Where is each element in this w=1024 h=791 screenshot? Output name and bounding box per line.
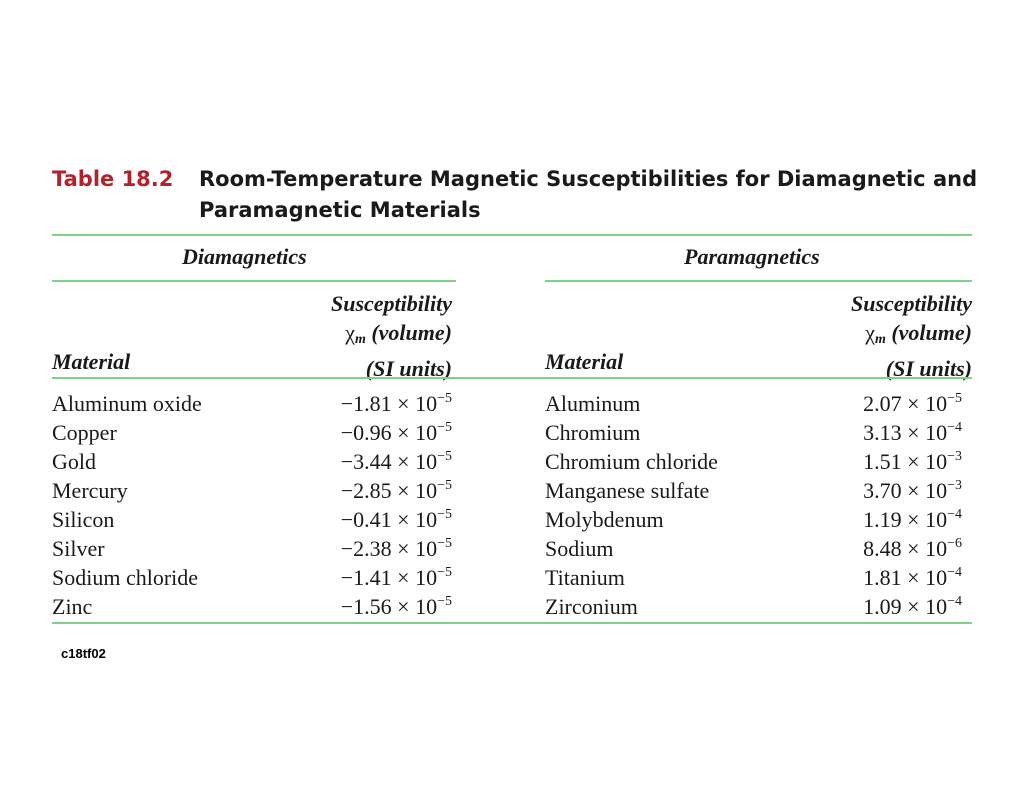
susceptibility-cell xyxy=(800,389,962,418)
susceptibility-exponent: −4 xyxy=(947,420,962,435)
susceptibility-exponent: −5 xyxy=(437,594,452,609)
diamagnetics-header-rule xyxy=(52,280,456,282)
chi-symbol: χ xyxy=(865,320,875,345)
susceptibility-header-line1: Susceptibility xyxy=(331,291,452,316)
figure-caption: c18tf02 xyxy=(61,646,106,661)
susceptibility-exponent: −5 xyxy=(437,507,452,522)
susceptibility-mantissa: −1.41 × 10 xyxy=(340,565,438,590)
chi-subscript: m xyxy=(354,332,366,347)
top-rule xyxy=(52,234,972,236)
material-cell: Sodium chloride xyxy=(52,565,199,590)
susceptibility-cell xyxy=(800,534,962,563)
diamagnetics-susceptibility-header xyxy=(290,289,452,383)
susceptibility-mantissa: 1.09 × 10 xyxy=(863,594,948,619)
susceptibility-exponent: −5 xyxy=(437,449,452,464)
diamagnetics-heading: Diamagnetics xyxy=(182,244,307,269)
susceptibility-mantissa: −1.81 × 10 xyxy=(340,391,438,416)
susceptibility-cell xyxy=(800,563,962,592)
susceptibility-cell xyxy=(290,476,452,505)
susceptibility-mantissa: 8.48 × 10 xyxy=(863,536,948,561)
susceptibility-exponent: −4 xyxy=(947,594,962,609)
susceptibility-cell xyxy=(800,418,962,447)
material-cell: Manganese sulfate xyxy=(545,478,710,503)
susceptibility-exponent: −3 xyxy=(947,478,962,493)
susceptibility-exponent: −4 xyxy=(947,507,962,522)
susceptibility-mantissa: −2.38 × 10 xyxy=(340,536,438,561)
material-cell: Chromium chloride xyxy=(545,449,718,474)
chi-subscript: m xyxy=(874,332,886,347)
susceptibility-exponent: −5 xyxy=(947,391,962,406)
susceptibility-exponent: −5 xyxy=(437,478,452,493)
diamagnetics-material-header: Material xyxy=(52,349,131,374)
susceptibility-header-line2 xyxy=(290,318,452,354)
volume-label: (volume) xyxy=(371,320,452,345)
susceptibility-cell xyxy=(800,476,962,505)
susceptibility-exponent: −5 xyxy=(437,391,452,406)
susceptibility-mantissa: 2.07 × 10 xyxy=(863,391,948,416)
susceptibility-cell xyxy=(290,534,452,563)
chi-symbol: χ xyxy=(345,320,355,345)
paramagnetics-susceptibility-header xyxy=(800,289,972,383)
susceptibility-cell xyxy=(290,592,452,621)
susceptibility-exponent: −5 xyxy=(437,565,452,580)
susceptibility-mantissa: 3.13 × 10 xyxy=(863,420,948,445)
susceptibility-header-line3: (SI units) xyxy=(365,356,452,381)
table-label: Table 18.2 xyxy=(52,167,174,191)
material-cell: Molybdenum xyxy=(545,507,664,532)
material-cell: Aluminum xyxy=(545,391,641,416)
material-cell: Silver xyxy=(52,536,105,561)
susceptibility-exponent: −5 xyxy=(437,420,452,435)
material-cell: Titanium xyxy=(545,565,625,590)
material-cell: Gold xyxy=(52,449,96,474)
susceptibility-cell xyxy=(290,389,452,418)
susceptibility-cell xyxy=(290,418,452,447)
susceptibility-mantissa: −2.85 × 10 xyxy=(340,478,438,503)
material-cell: Zinc xyxy=(52,594,93,619)
susceptibility-cell xyxy=(800,447,962,476)
material-cell: Aluminum oxide xyxy=(52,391,202,416)
table-title: Room-Temperature Magnetic Susceptibilities for Diamagnetic and Paramagnetic Materials xyxy=(199,167,978,222)
susceptibility-cell xyxy=(290,505,452,534)
susceptibility-mantissa: −0.96 × 10 xyxy=(340,420,438,445)
material-cell: Zirconium xyxy=(545,594,638,619)
susceptibility-cell xyxy=(290,447,452,476)
susceptibility-exponent: −5 xyxy=(437,536,452,551)
susceptibility-exponent: −6 xyxy=(947,536,962,551)
paramagnetics-material-header: Material xyxy=(545,349,624,374)
header-bottom-rule xyxy=(52,377,972,379)
susceptibility-cell xyxy=(290,563,452,592)
susceptibility-mantissa: 1.51 × 10 xyxy=(863,449,948,474)
susceptibility-header-line3: (SI units) xyxy=(885,356,972,381)
susceptibility-exponent: −4 xyxy=(947,565,962,580)
susceptibility-mantissa: 1.81 × 10 xyxy=(863,565,948,590)
susceptibility-cell xyxy=(800,592,962,621)
susceptibility-header-line1: Susceptibility xyxy=(851,291,972,316)
susceptibility-mantissa: −1.56 × 10 xyxy=(340,594,438,619)
material-cell: Copper xyxy=(52,420,117,445)
bottom-rule xyxy=(52,622,972,624)
susceptibility-mantissa: −3.44 × 10 xyxy=(340,449,438,474)
material-cell: Mercury xyxy=(52,478,128,503)
material-cell: Sodium xyxy=(545,536,614,561)
susceptibility-mantissa: 3.70 × 10 xyxy=(863,478,948,503)
paramagnetics-header-rule xyxy=(545,280,972,282)
paramagnetics-heading: Paramagnetics xyxy=(684,244,820,269)
susceptibility-mantissa: 1.19 × 10 xyxy=(863,507,948,532)
susceptibility-exponent: −3 xyxy=(947,449,962,464)
material-cell: Silicon xyxy=(52,507,115,532)
susceptibility-cell xyxy=(800,505,962,534)
susceptibility-header-line2 xyxy=(800,318,972,354)
susceptibility-mantissa: −0.41 × 10 xyxy=(340,507,438,532)
material-cell: Chromium xyxy=(545,420,641,445)
volume-label: (volume) xyxy=(891,320,972,345)
